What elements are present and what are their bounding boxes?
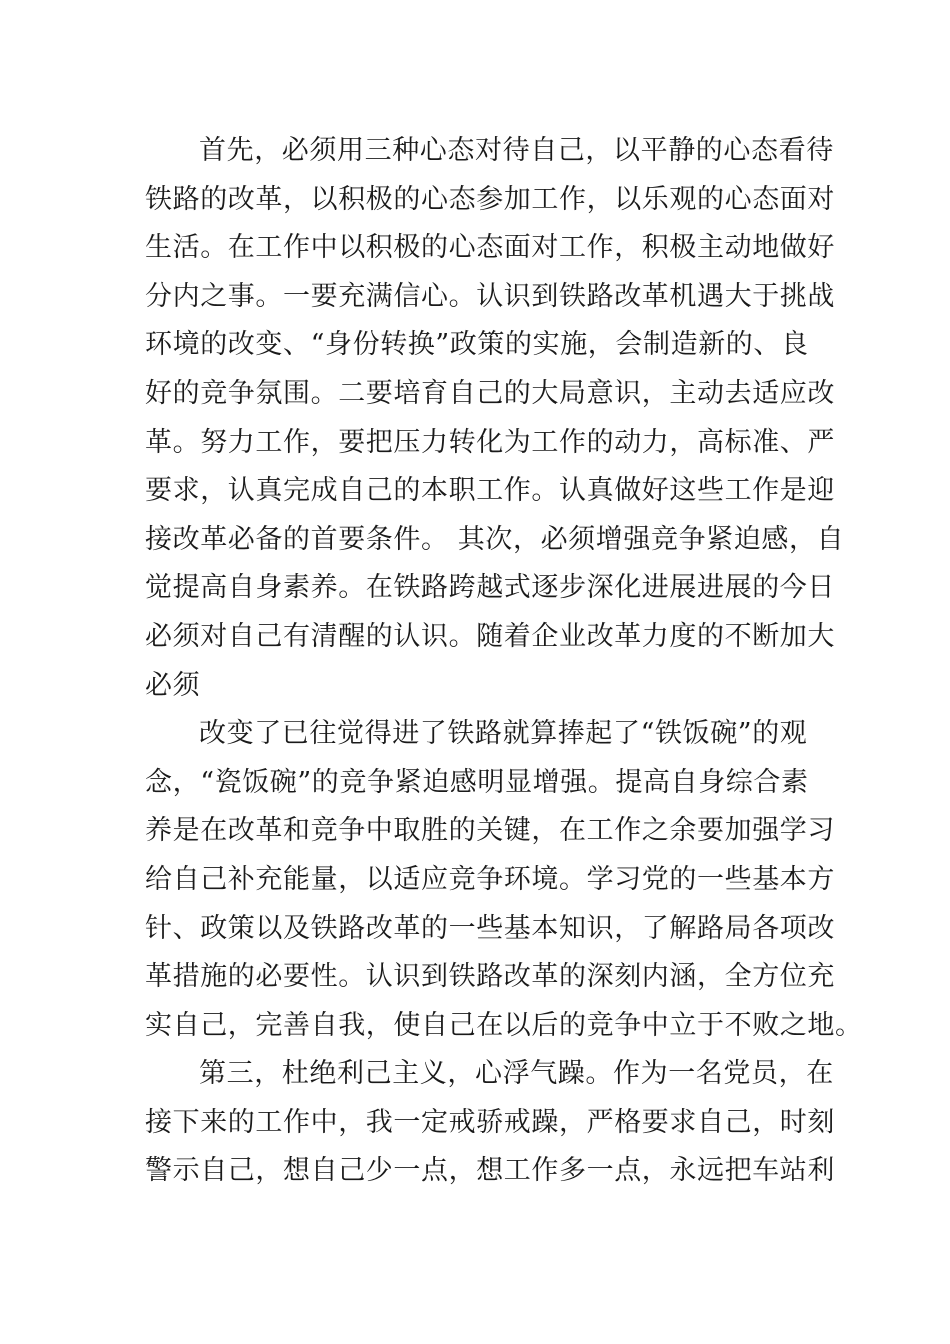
text-line: 分内之事。一要充满信心。认识到铁路改革机遇大于挑战 <box>145 280 835 312</box>
text-line: 首先，必须用三种心态对待自己，以平静的心态看待 <box>199 135 834 166</box>
text-line: 念，“瓷饭碗”的竞争紧迫感明显增强。提高自身综合素 <box>145 766 809 798</box>
text-line: 铁路的改革，以积极的心态参加工作，以乐观的心态面对 <box>145 183 835 215</box>
text-line: 生活。在工作中以积极的心态面对工作，积极主动地做好 <box>145 232 835 264</box>
document-body <box>145 127 863 1196</box>
text-line: 针、政策以及铁路改革的一些基本知识，了解路局各项改 <box>145 912 835 944</box>
text-line: 革。努力工作，要把压力转化为工作的动力，高标准、严 <box>145 426 835 458</box>
text-line: 接下来的工作中，我一定戒骄戒躁，严格要求自己，时刻 <box>145 1106 835 1138</box>
text-line: 环境的改变、“身份转换”政策的实施，会制造新的、良 <box>145 329 809 361</box>
text-line: 革措施的必要性。认识到铁路改革的深刻内涵，全方位充 <box>145 961 835 993</box>
text-line: 第三，杜绝利己主义，心浮气躁。作为一名党员，在 <box>199 1058 834 1090</box>
text-line: 改变了已往觉得进了铁路就算捧起了“铁饭碗”的观 <box>199 718 808 750</box>
paragraph-1 <box>145 127 845 710</box>
text-line: 好的竞争氛围。二要培育自己的大局意识，主动去适应改 <box>145 377 835 409</box>
text-line: 必须 <box>145 669 201 701</box>
text-line: 接改革必备的首要条件。 其次，必须增强竞争紧迫感，自 <box>145 523 845 555</box>
text-line: 给自己补充能量，以适应竞争环境。学习党的一些基本方 <box>145 863 835 895</box>
text-line: 必须对自己有清醒的认识。随着企业改革力度的不断加大 <box>145 620 835 652</box>
text-line: 实自己，完善自我，使自己在以后的竞争中立于不败之地。 <box>145 1009 863 1041</box>
paragraph-3 <box>145 1050 835 1196</box>
paragraph-2 <box>145 710 863 1050</box>
text-line: 养是在改革和竞争中取胜的关键，在工作之余要加强学习 <box>145 815 835 847</box>
text-line: 觉提高自身素养。在铁路跨越式逐步深化进展进展的今日 <box>145 572 835 604</box>
text-line: 要求，认真完成自己的本职工作。认真做好这些工作是迎 <box>145 475 835 507</box>
text-line: 警示自己，想自己少一点，想工作多一点，永远把车站利 <box>145 1155 835 1187</box>
